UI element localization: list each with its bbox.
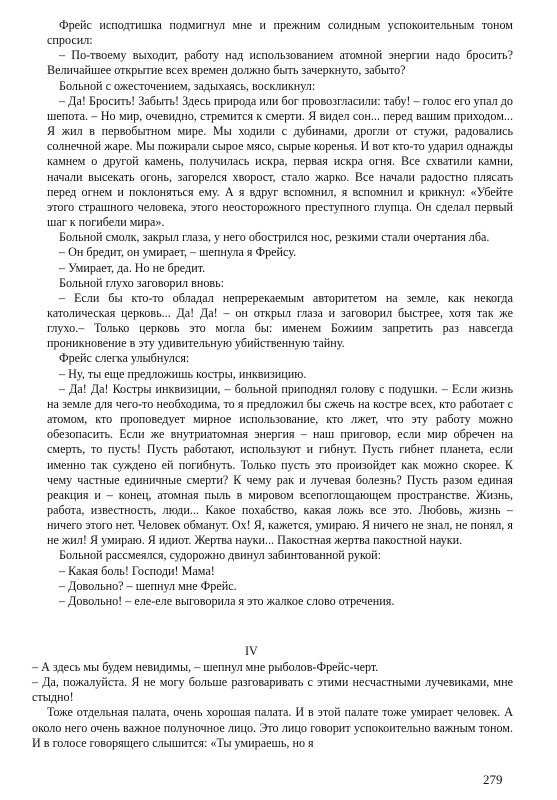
- paragraph: – Да, пожалуйста. Я не могу больше разговаривать с этими несчастными лучевиками, мне стыдно!: [32, 675, 513, 705]
- main-text: [47, 18, 513, 609]
- paragraph: – Довольно! – еле-еле выговорила я это жалкое слово отречения.: [59, 593, 395, 608]
- paragraph: Больной с ожесточением, задыхаясь, воскликнул:: [59, 78, 316, 93]
- paragraph: Фрейс исподтишка подмигнул мне и прежним солидным успокоительным тоном спросил:: [47, 18, 513, 48]
- paragraph: – Ну, ты еще предложишь костры, инквизицию.: [59, 366, 307, 381]
- paragraph: – Довольно? – шепнул мне Фрейс.: [59, 578, 237, 593]
- paragraph: Больной смолк, закрыл глаза, у него обострился нос, резкими стали очертания лба.: [59, 230, 490, 245]
- paragraph: – Он бредит, он умирает, – шепнула я Фрейсу.: [59, 245, 297, 260]
- page-number: 279: [483, 772, 503, 787]
- paragraph: – А здесь мы будем невидимы, – шепнул мне рыболов-Фрейс-черт.: [32, 660, 379, 674]
- paragraph: – Да! Бросить! Забыть! Здесь природа или бог провозгласили: табу! – голос его упал до шепота. – Но мир, очевидно, стремится к смерти. Я видел сон... перед вашим приходом... Я жил в первобытном мире. Мы ходили с дубинами, дрогли от стужи, радовались солнечной жаре. Мы пожирали сырое мясо, сырые коренья. И вот кто-то ударил однажды камнем о другой камень, получилась искра, первая искра огня. Все схватили камни, начали высекать огонь, загорелся хворост, стало жарко. Все начали радостно плясать перед огнем и поклоняться ему. А я вдруг вспомнил, я вспомнил и крикнул: «Убейте этого страшного человека, этого неосторожного преступного глупца. Он сделал первый шаг к погибели мира».: [47, 93, 513, 230]
- paragraph: – Да! Да! Костры инквизиции, – больной приподнял голову с подушки. – Если жизнь на земле для чего-то необходима, то я предложил бы сжечь на костре всех, кто работает с атомом, кто проповедует мирное использование, кто лжет, что эту работу можно обезопасить. Если же внутриатомная энергия – наш приговор, если мир обречен на смерть, то пусть! Пусть работают, используют и гибнут. Пусть гибнет планета, если именно так суждено ей погибнуть. Только пусть это произойдет как можно скорее. К чему частные единичные смерти? К чему рак и лучевая болезнь? Пусть разом единая реакция и – конец, атомная пыль в мировом всепоглощающем пространстве. Жизнь, работа, известность, люди... Какое похабство, какая ложь все это. Любовь, жизнь – ничего этого нет. Человек обманут. Ох! Я, кажется, умираю. Я ничего не знал, не понял, я не жил! Я умираю. Я идиот. Жертва науки... Пакостная жертва пакостной науки.: [47, 381, 513, 548]
- paragraph: – Умирает, да. Но не бредит.: [59, 260, 206, 275]
- chapter-number: IV: [245, 644, 258, 658]
- paragraph: Больной глухо заговорил вновь:: [59, 275, 225, 290]
- paragraph: – Если бы кто-то обладал непререкаемым авторитетом на земле, как некогда католическая церковь... Да! Да! – он открыл глаза и заговорил быстрее, хотя так же глухо.– Только церковь это могла бы: именем Божиим запретить раз навсегда проникновение в эту удивительную убийственную тайну.: [47, 290, 513, 351]
- paragraph: – По-твоему выходит, работу над использованием атомной энергии надо бросить? Величайшее открытие всех времен должно быть зачеркнуто, забыто?: [47, 48, 513, 78]
- paragraph: Фрейс слегка улыбнулся:: [59, 351, 190, 366]
- paragraph: – Какая боль! Господи! Мама!: [59, 563, 215, 578]
- chapter-text: [32, 660, 513, 751]
- paragraph: Больной рассмеялся, судорожно двинул забинтованной рукой:: [59, 548, 382, 563]
- paragraph: Тоже отдельная палата, очень хорошая палата. И в этой палате тоже умирает человек. А около него очень важное полуночное лицо. Это лицо говорит успокоительно важным тоном. И в голосе говорящего слышится: «Ты умираешь, но я: [32, 705, 513, 750]
